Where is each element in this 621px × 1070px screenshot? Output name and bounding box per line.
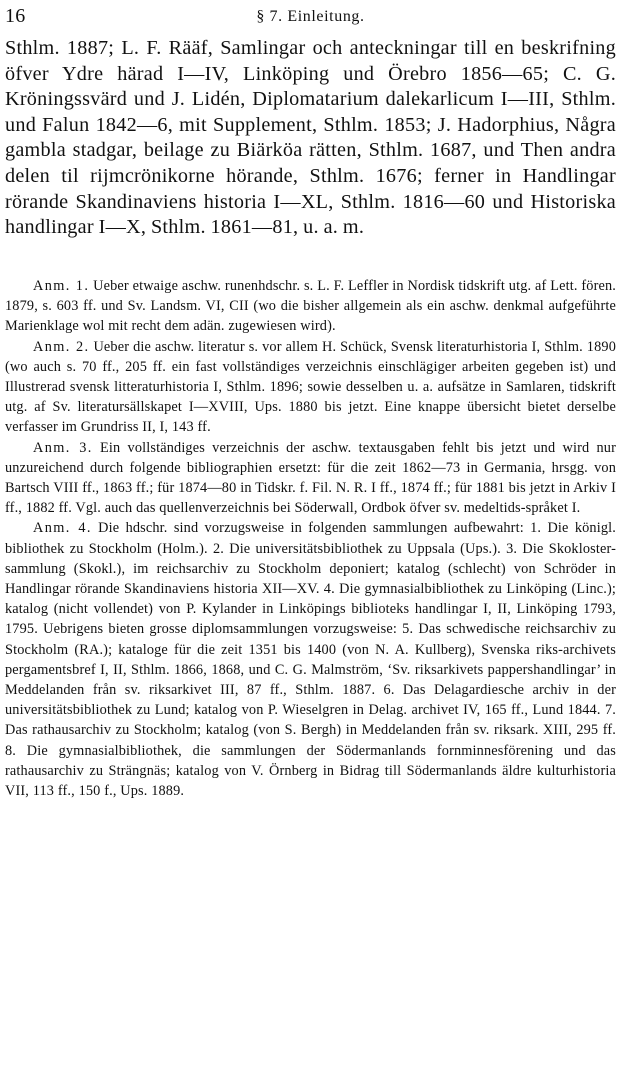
note-text: Ein vollständiges verzeichnis der aschw. textausgaben fehlt bis jetzt und wird nur unzureichend durch folgende bibliographien ersetzt: für die zeit 1862—73 in Germania, hrsgg. von Bartsch VIII ff., 1863 ff.; für 1874—80 in Tidskr. f. Fil. N. R. I ff., 1874 ff.; für 1881 bis jetzt in Arkiv I ff., 1882 ff. Vgl. auch das quellenverzeichnis bei Söderwall, Ordbok öfver sv. medeltids-språket I. xyxy=(5,439,617,517)
note-2 xyxy=(5,337,616,438)
note-3 xyxy=(5,438,616,519)
note-4 xyxy=(5,518,616,801)
notes-section xyxy=(5,276,616,801)
note-label: Anm. 3. xyxy=(33,439,93,456)
note-label: Anm. 1. xyxy=(33,278,90,294)
note-label: Anm. 4. xyxy=(33,520,92,537)
page-header xyxy=(5,4,616,30)
page-number: 16 xyxy=(5,5,26,27)
note-text: Ueber die aschw. literatur s. vor allem H. Schück, Svensk literaturhistoria I, Sthlm. 1890 (wo auch s. 70 ff., 205 ff. ein fast vollständiges verzeichnis einschlägiger arbeiten gegeben ist) und Illustrerad svensk litteraturhistoria I, Sthlm. 1896; sowie desselben u. a. aufsätze in Samlaren, tidskrift utg. af Sv. literatursällskapet I—XVIII, Ups. 1880 bis jetzt. Eine knappe übersicht bietet derselbe verfasser im Grundriss II, I, 143 ff. xyxy=(5,338,616,436)
note-text: Ueber etwaige aschw. runenhdschr. s. L. F. Leffler in Nordisk tidskrift utg. af Lett. fören. 1879, s. 603 ff. und Sv. Landsm. VI, CII (wo die bisher allgemein als ein aschw. denkmal aufgeführte Marienklage wol mit recht dem adän. zugewiesen wird). xyxy=(5,278,616,335)
running-head: § 7. Einleitung. xyxy=(256,8,365,25)
note-text: Die hdschr. sind vorzugsweise in folgenden sammlungen aufbewahrt: 1. Die königl. bibliothek zu Stockholm (Holm.). 2. Die universitätsbibliothek zu Uppsala (Ups.). 3. Die Skokloster-sammlung (Skokl.), im reichsarchiv zu Stockholm deponiert; katalog (schlecht) von Schröder in Handlingar rörande Skandinaviens historia XII—XV. 4. Die gymnasialbibliothek zu Linköping (Linc.); katalog (nicht vollendet) von P. Kylander in Linköpings biblioteks handlingar I, II, Linköping 1793, 1795. Uebrigens bieten grosse diplomsammlungen vorzugsweise: 5. Das schwedische reichsarchiv zu Stockholm (RA.); kataloge für die zeit 1351 bis 1400 (von N. A. Kullberg), Svenska riks-archivets pergamentsbref I, II, Sthlm. 1866, 1868, und C. G. Malmström, ‘Sv. riksarkivets pappershandlingar’ in Meddelanden från sv. riksarkivet III, 87 ff., Sthlm. 1887. 6. Das Delagardiesche archiv in der universitätsbibliothek zu Lund; katalog von P. Wieselgren in Delag. archivet IV, 165 ff., Lund 1844. 7. Das rathausarchiv zu Stockholm; katalog (von S. Bergh) in Meddelanden från sv. riksark. XIII, 295 ff. 8. Die gymnasialbibliothek, die sammlungen der Södermanlands fornminnesförening und das rathausarchiv zu Strängnäs; katalog von V. Örnberg in Bidrag till Södermanlands äldre kulturhistoria VII, 113 ff., 150 f., Ups. 1889. xyxy=(5,520,617,800)
note-1 xyxy=(5,276,616,337)
note-label: Anm. 2. xyxy=(33,338,90,355)
main-paragraph: Sthlm. 1887; L. F. Rääf, Samlingar och anteckningar till en beskrifning öfver Ydre härad I—IV, Linköping und Örebro 1856—65; C. G. Kröningssvärd und J. Lidén, Diplomatarium dalekarlicum I—III, Sthlm. und Falun 1842—6, mit Supplement, Sthlm. 1853; J. Hadorphius, Några gambla stadgar, beilage zu Biärköa rätten, Sthlm. 1687, und Then andra delen til rijmcrönikorne hörande, Sthlm. 1676; ferner in Handlingar rörande Skandinaviens historia I—XL, Sthlm. 1816—60 und Historiska handlingar I—X, Sthlm. 1861—81, u. a. m. xyxy=(5,37,616,239)
